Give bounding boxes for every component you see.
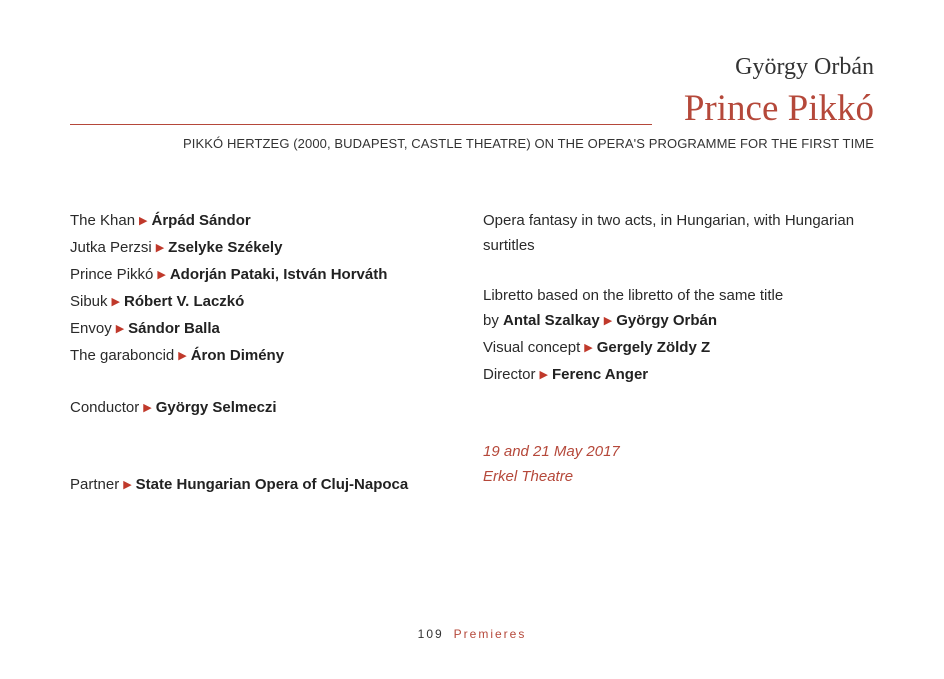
performer-name: Sándor Balla bbox=[128, 320, 220, 337]
performer-name: Árpád Sándor bbox=[151, 212, 251, 229]
conductor-row bbox=[70, 395, 460, 422]
section-name: Premieres bbox=[453, 627, 527, 641]
composer-credit: György Orbán bbox=[616, 312, 718, 329]
credits-column bbox=[70, 208, 460, 499]
director-row bbox=[483, 362, 873, 389]
role-label: Sibuk bbox=[70, 293, 108, 310]
page-subtitle: PIKKÓ HERTZEG (2000, BUDAPEST, CASTLE THEATRE) ON THE OPERA'S PROGRAMME FOR THE FIRST TIME bbox=[183, 136, 874, 151]
role-label: The garaboncid bbox=[70, 347, 175, 364]
role-label: Conductor bbox=[70, 399, 140, 416]
libretto-credit bbox=[483, 308, 873, 335]
arrow-icon: ▶ bbox=[603, 315, 613, 327]
cast-row bbox=[70, 235, 460, 262]
performer-name: Róbert V. Laczkó bbox=[124, 293, 245, 310]
cast-row bbox=[70, 343, 460, 370]
page-footer bbox=[0, 627, 944, 641]
role-label: Jutka Perzsi bbox=[70, 239, 152, 256]
arrow-icon: ▶ bbox=[178, 350, 187, 362]
role-label: Partner bbox=[70, 476, 120, 493]
librettist-name: Antal Szalkay bbox=[503, 312, 600, 329]
arrow-icon: ▶ bbox=[139, 215, 148, 227]
spacer bbox=[483, 258, 873, 283]
arrow-icon: ▶ bbox=[539, 369, 548, 381]
spacer bbox=[70, 422, 460, 472]
performance-dates: 19 and 21 May 2017 bbox=[483, 443, 620, 460]
performer-name: Adorján Pataki, István Horváth bbox=[169, 266, 388, 283]
cast-row bbox=[70, 316, 460, 343]
spacer bbox=[70, 370, 460, 395]
visual-concept-name: Gergely Zöldy Z bbox=[596, 339, 711, 356]
spacer bbox=[483, 414, 873, 439]
conductor-name: György Selmeczi bbox=[155, 399, 277, 416]
director-name: Ferenc Anger bbox=[551, 366, 649, 383]
page-number: 109 bbox=[417, 627, 444, 641]
title-rule bbox=[70, 124, 652, 125]
performer-name: Áron Dimény bbox=[190, 347, 285, 364]
by-label: by bbox=[483, 312, 499, 329]
cast-row bbox=[70, 262, 460, 289]
partner-row bbox=[70, 472, 460, 499]
arrow-icon: ▶ bbox=[115, 323, 125, 335]
role-label: Prince Pikkó bbox=[70, 266, 154, 283]
role-label: Envoy bbox=[70, 320, 112, 337]
description-line: Opera fantasy in two acts, in Hungarian, with Hungarian bbox=[483, 212, 855, 229]
role-label: Visual concept bbox=[483, 339, 581, 356]
page-title: Prince Pikkó bbox=[683, 88, 874, 129]
role-label: Director bbox=[483, 366, 536, 383]
visual-concept-row bbox=[483, 335, 873, 362]
arrow-icon: ▶ bbox=[157, 269, 166, 281]
role-label: The Khan bbox=[70, 212, 136, 229]
arrow-icon: ▶ bbox=[584, 342, 593, 354]
venue-name: Erkel Theatre bbox=[483, 468, 574, 485]
arrow-icon: ▶ bbox=[123, 479, 132, 491]
description-line: surtitles bbox=[483, 237, 535, 254]
cast-row bbox=[70, 208, 460, 235]
spacer bbox=[483, 389, 873, 414]
performer-name: Zselyke Székely bbox=[168, 239, 283, 256]
libretto-line: Libretto based on the libretto of the same title bbox=[483, 287, 784, 304]
arrow-icon: ▶ bbox=[143, 402, 152, 414]
partner-name: State Hungarian Opera of Cluj-Napoca bbox=[135, 476, 409, 493]
arrow-icon: ▶ bbox=[155, 242, 165, 254]
info-column bbox=[483, 208, 873, 489]
arrow-icon: ▶ bbox=[111, 296, 120, 308]
cast-row bbox=[70, 289, 460, 316]
composer-name: György Orbán bbox=[735, 54, 874, 80]
